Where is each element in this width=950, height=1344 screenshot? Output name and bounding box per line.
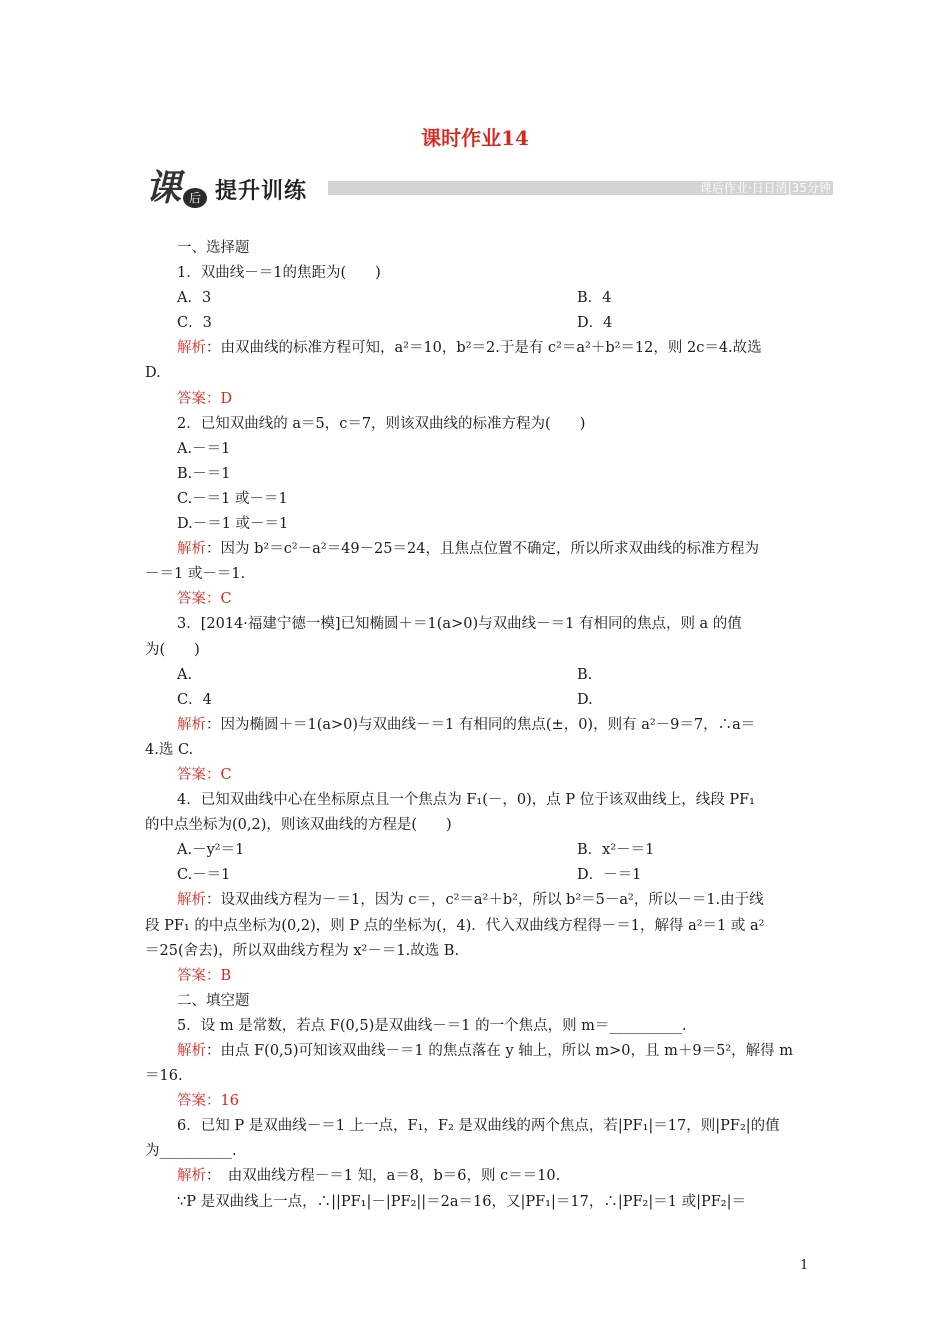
question-stem: 4．已知双曲线中心在坐标原点且一个焦点为 F₁(－，0)，点 P 位于该双曲线上，线段 PF₁	[177, 792, 755, 809]
option-row	[145, 311, 807, 336]
option: B.	[577, 666, 593, 683]
analysis-key: 解析	[177, 892, 206, 909]
text-line: 为__________.	[145, 1143, 237, 1160]
question-stem: 6．已知 P 是双曲线－＝1 上一点，F₁，F₂ 是双曲线的两个焦点，若|PF₁|＝17，则|PF₂|的值	[177, 1118, 780, 1135]
answer-line: 答案：C	[177, 766, 232, 783]
banner-tagline: 课后作业·日日清|35分钟	[699, 181, 831, 195]
analysis-line: 解析： 由双曲线方程－＝1 知，a＝8，b＝6，则 c＝＝10.	[177, 1168, 561, 1185]
text-line: ∵P 是双曲线上一点，∴||PF₁|－|PF₂||＝2a＝16，又|PF₁|＝17，∴|PF₂|＝1 或|PF₂|＝	[177, 1193, 746, 1210]
text-line: ＝16.	[145, 1068, 183, 1085]
section-heading: 一、选择题	[177, 240, 250, 256]
analysis-key: 解析	[177, 340, 206, 357]
option: A.－＝1	[177, 440, 231, 457]
text-line: ＝25(舍去)，所以双曲线方程为 x²－＝1.故选 B.	[145, 942, 460, 959]
option: A．3	[177, 290, 212, 307]
option-row	[145, 286, 807, 311]
text-line: 段 PF₁ 的中点坐标为(0,2)，则 P 点的坐标为(，4)．代入双曲线方程得－＝1，解得 a²＝1 或 a²	[145, 917, 765, 934]
option: C．3	[177, 315, 212, 332]
banner-label: 提升训练	[215, 179, 308, 204]
question-stem: 3．[2014·福建宁德一模]已知椭圆＋＝1(a>0)与双曲线－＝1 有相同的焦点，则 a 的值	[177, 616, 742, 633]
analysis-line: 解析：由双曲线的标准方程可知，a²＝10，b²＝2.于是有 c²＝a²＋b²＝12，则 2c＝4.故选	[177, 340, 762, 357]
question-stem: 5．设 m 是常数，若点 F(0,5)是双曲线－＝1 的一个焦点，则 m＝__________.	[177, 1017, 687, 1034]
text-line: 的中点坐标为(0,2)，则该双曲线的方程是( )	[145, 817, 452, 834]
text-line: 4.选 C.	[145, 741, 194, 758]
section-banner	[145, 168, 835, 208]
document-body	[145, 236, 807, 1215]
option: C.－＝1 或－＝1	[177, 490, 288, 507]
option-row	[145, 688, 807, 713]
question-stem: 2．已知双曲线的 a＝5，c＝7，则该双曲线的标准方程为( )	[177, 415, 586, 432]
option-row	[145, 863, 807, 888]
answer-line: 答案：B	[177, 967, 232, 984]
option: B.－＝1	[177, 465, 231, 482]
question-stem: 1．双曲线－＝1的焦距为( )	[177, 265, 381, 282]
analysis-line: 解析：因为 b²＝c²－a²＝49－25＝24，且焦点位置不确定，所以所求双曲线的标准方程为	[177, 541, 759, 558]
option: D．－＝1	[577, 867, 642, 884]
option: C．4	[177, 691, 212, 708]
analysis-line: 解析：由点 F(0,5)可知该双曲线－＝1 的焦点落在 y 轴上，所以 m>0，且 m＋9＝5²，解得 m	[177, 1043, 793, 1059]
banner-logo-badge: 后	[183, 188, 207, 208]
option: D．4	[577, 315, 613, 332]
page-title: 课时作业14	[421, 126, 529, 150]
section-heading: 二、填空题	[177, 992, 250, 1009]
option-row	[145, 663, 807, 688]
option: D.－＝1 或－＝1	[177, 516, 289, 533]
answer-line: 答案：16	[177, 1093, 239, 1110]
page-number: 1	[800, 1258, 809, 1273]
analysis-line: 解析：因为椭圆＋＝1(a>0)与双曲线－＝1 有相同的焦点(±，0)，则有 a²－9＝7，∴a＝	[177, 716, 756, 733]
option: A.	[177, 666, 193, 683]
option: B．x²－＝1	[577, 842, 655, 859]
analysis-key: 解析	[177, 1043, 206, 1059]
text-line: D.	[145, 365, 161, 382]
banner-logo: 课	[145, 167, 182, 209]
option-row	[145, 838, 807, 863]
option: B．4	[577, 290, 612, 307]
option: D.	[577, 691, 593, 708]
answer-line: 答案：C	[177, 591, 232, 608]
text-line: 为( )	[145, 641, 200, 658]
option: A.－y²＝1	[177, 842, 245, 859]
analysis-key: 解析	[177, 1168, 206, 1185]
analysis-key: 解析	[177, 541, 206, 558]
banner-bar	[328, 181, 833, 195]
option: C.－＝1	[177, 867, 231, 884]
text-line: －＝1 或－＝1.	[145, 566, 246, 583]
answer-line: 答案：D	[177, 390, 233, 407]
analysis-line: 解析：设双曲线方程为－＝1，因为 c＝，c²＝a²＋b²，所以 b²＝5－a²，所以－＝1.由于线	[177, 892, 764, 909]
analysis-key: 解析	[177, 716, 206, 733]
